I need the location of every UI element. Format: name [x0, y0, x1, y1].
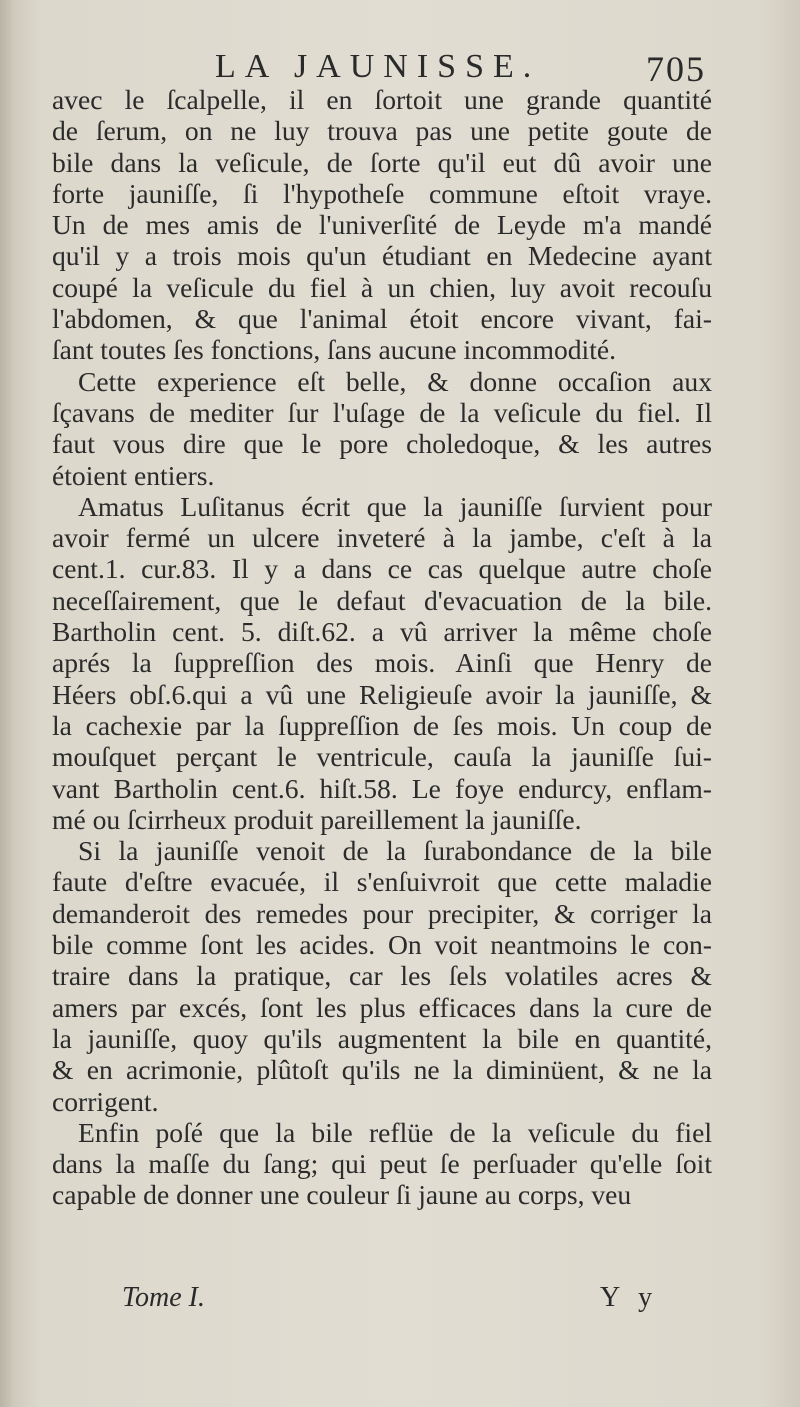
signature-mark: Y y: [600, 1282, 659, 1313]
text-line: qu'il y a trois mois qu'un étudiant en Medecine ayant: [52, 240, 712, 272]
text-line: dans la maſſe du ſang; qui peut ſe perſuader qu'elle ſoit: [52, 1148, 712, 1180]
text-line: Amatus Luſitanus écrit que la jauniſſe ſurvient pour: [78, 490, 712, 522]
paragraph-4: [52, 835, 712, 1117]
text-line: ſçavans de mediter ſur l'uſage de la veſicule du fiel. Il: [52, 396, 712, 428]
text-line: demanderoit des remedes pour precipiter, & corriger la: [52, 897, 712, 929]
text-line: l'abdomen, & que l'animal étoit encore vivant, fai-: [52, 303, 712, 335]
text-line: traire dans la pratique, car les ſels volatiles acres &: [52, 960, 712, 992]
text-line: étoient entiers.: [52, 459, 215, 491]
text-line: capable de donner une couleur ſi jaune au corps, veu: [52, 1179, 632, 1211]
text-line: & en acrimonie, plûtoſt qu'ils ne la diminüent, & ne la: [52, 1054, 712, 1086]
paragraph-1: [52, 84, 712, 366]
text-line: la jauniſſe, quoy qu'ils augmentent la bile en quantité,: [52, 1022, 712, 1054]
text-line: cent.1. cur.83. Il y a dans ce cas quelque autre choſe: [52, 553, 712, 585]
page-footer: [0, 1282, 800, 1322]
text-line: mouſquet perçant le ventricule, cauſa la jauniſſe ſui-: [52, 741, 712, 773]
text-line: amers par excés, ſont les plus efficaces dans la cure de: [52, 991, 712, 1023]
text-line: ſant toutes ſes fonctions, ſans aucune incommodité.: [52, 334, 617, 366]
text-line: faute d'eſtre evacuée, il s'enſuivroit que cette maladie: [52, 866, 712, 898]
text-line: avec le ſcalpelle, il en ſortoit une grande quantité: [52, 84, 712, 115]
text-line: avoir fermé un ulcere inveteré à la jambe, c'eſt à la: [52, 522, 712, 554]
text-line: aprés la ſuppreſſion des mois. Ainſi que Henry de: [52, 647, 712, 679]
text-line: bile comme ſont les acides. On voit neantmoins le con-: [52, 929, 712, 961]
text-line: mé ou ſcirrheux produit pareillement la jauniſſe.: [52, 803, 582, 835]
text-line: coupé la veſicule du fiel à un chien, luy avoit recouſu: [52, 271, 712, 303]
paragraph-3: [52, 491, 712, 835]
text-line: corrigent.: [52, 1085, 159, 1117]
text-line: faut vous dire que le pore choledoque, & les autres: [52, 428, 712, 460]
text-line: neceſſairement, que le defaut d'evacuation de la bile.: [52, 584, 712, 616]
text-line: Enfin poſé que la bile reflüe de la veſicule du fiel: [78, 1116, 712, 1148]
text-line: vant Bartholin cent.6. hiſt.58. Le foye endurcy, enflam-: [52, 772, 712, 804]
text-line: de ſerum, on ne luy trouva pas une petite goute de: [52, 115, 712, 147]
text-line: Si la jauniſſe venoit de la ſurabondance de la bile: [78, 835, 712, 867]
page-number: 705: [646, 49, 706, 89]
paragraph-2: [52, 366, 712, 491]
text-line: Héers obſ.6.qui a vû une Religieuſe avoir la jauniſſe, &: [52, 678, 712, 710]
text-line: Cette experience eſt belle, & donne occaſion aux: [78, 365, 712, 397]
text-line: bile dans la veſicule, de ſorte qu'il eut dû avoir une: [52, 146, 712, 178]
paragraph-5: [52, 1117, 712, 1211]
text-line: forte jauniſſe, ſi l'hypotheſe commune eſtoit vraye.: [52, 177, 712, 209]
volume-label: Tome I.: [122, 1282, 205, 1313]
text-line: la cachexie par la ſuppreſſion de ſes mois. Un coup de: [52, 709, 712, 741]
text-line: Un de mes amis de l'univerſité de Leyde m'a mandé: [52, 209, 712, 241]
body-text: [52, 84, 712, 1211]
running-title: LA JAUNISSE.: [215, 48, 541, 85]
text-line: Bartholin cent. 5. diſt.62. a vû arriver la même choſe: [52, 616, 712, 648]
